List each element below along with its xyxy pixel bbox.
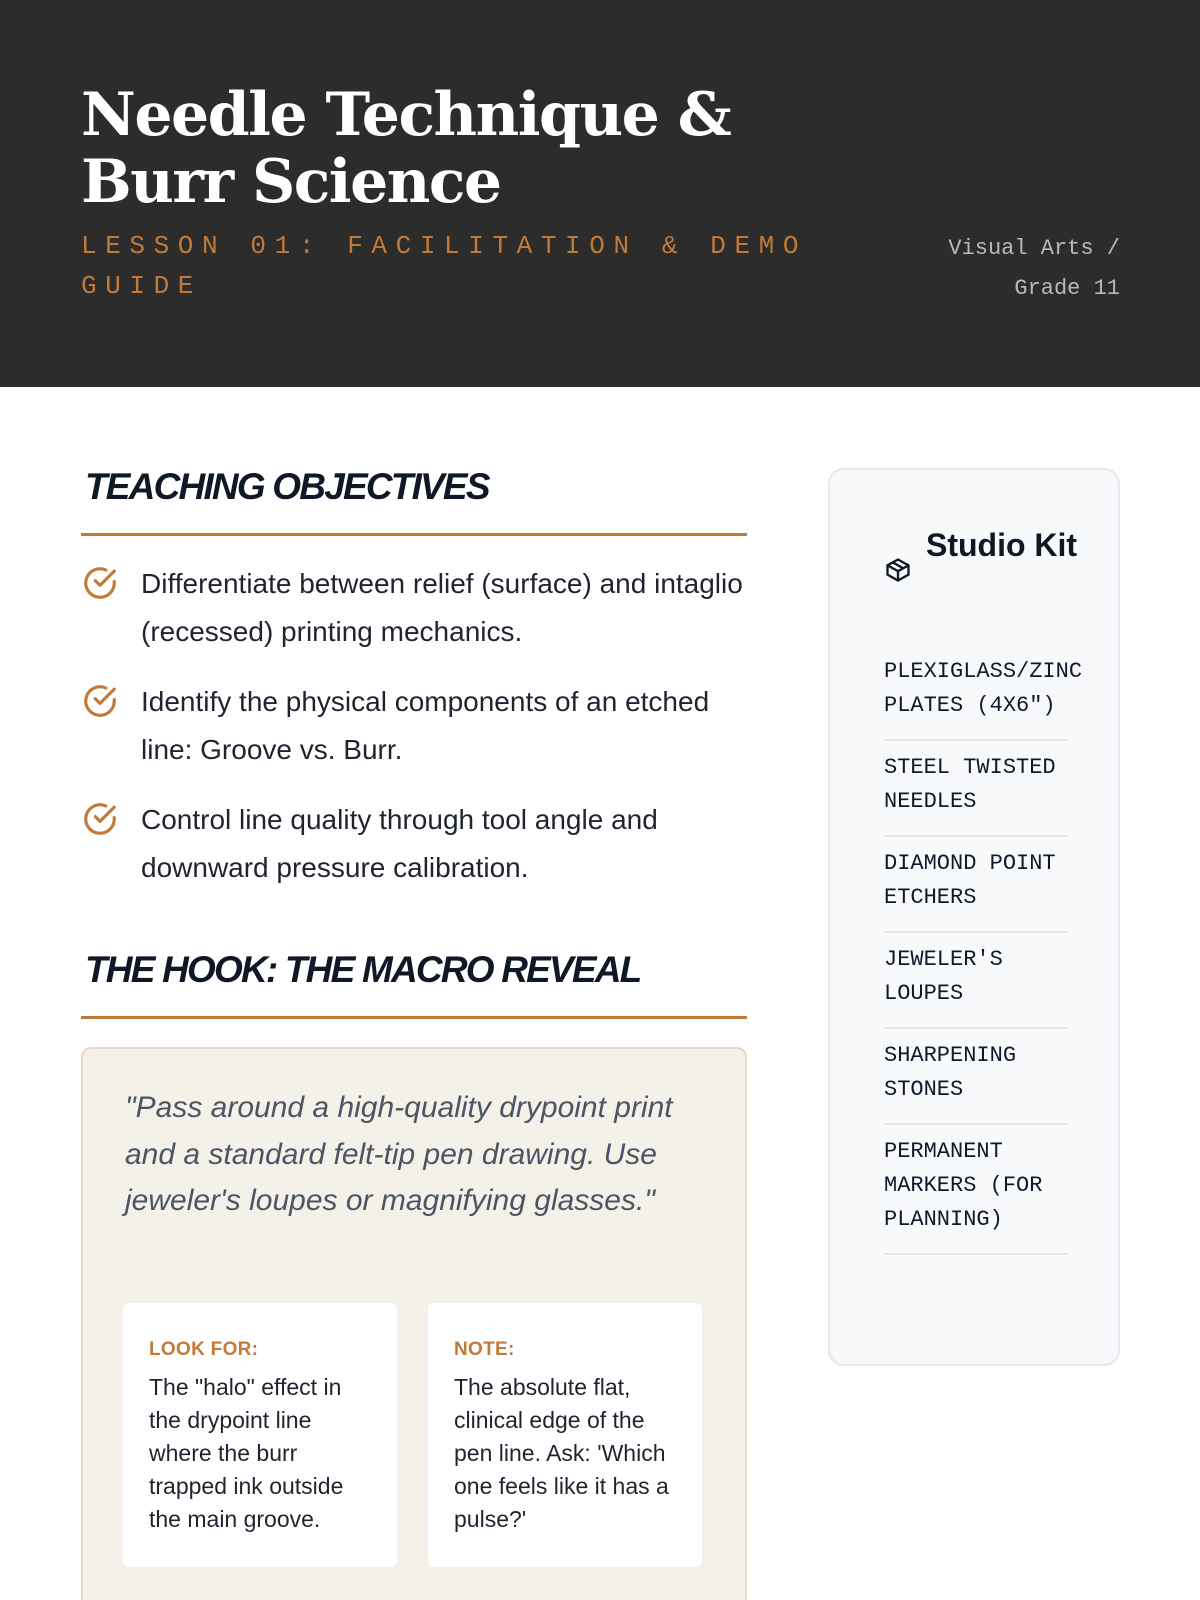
kit-item: JEWELER'S LOUPES: [884, 933, 1068, 1029]
lesson-subtitle: LESSON 01: FACILITATION & DEMO GUIDE: [81, 231, 808, 301]
objective-text: Differentiate between relief (surface) and intaglio (recessed) printing mechanics.: [141, 568, 743, 647]
objective-text: Identify the physical components of an etched line: Groove vs. Burr.: [141, 686, 710, 765]
note-label: NOTE:: [454, 1339, 515, 1360]
objectives-list: [81, 560, 751, 914]
note-text: The absolute flat, clinical edge of the pen line. Ask: 'Which one feels like it has a pulse?': [454, 1374, 669, 1532]
kit-item: STEEL TWISTED NEEDLES: [884, 741, 1068, 837]
objective-item: [81, 678, 751, 774]
look-for-text: The "halo" effect in the drypoint line where the burr trapped ink outside the main groove.: [149, 1374, 344, 1532]
studio-kit-panel: [828, 468, 1120, 1366]
look-for-label: LOOK FOR:: [149, 1339, 259, 1360]
studio-kit-title: Studio Kit: [926, 527, 1078, 563]
page-title: Needle Technique & Burr Science: [81, 80, 731, 217]
check-circle-icon: [81, 800, 119, 838]
kit-item: PLEXIGLASS/ZINC PLATES (4X6"): [884, 655, 1068, 741]
hook-heading: THE HOOK: THE MACRO REVEAL: [81, 949, 747, 1019]
objective-item: [81, 560, 751, 656]
box-icon: [884, 556, 912, 584]
objectives-heading: TEACHING OBJECTIVES: [81, 466, 747, 536]
objective-item: [81, 796, 751, 892]
look-for-card: [123, 1303, 397, 1567]
check-circle-icon: [81, 564, 119, 602]
check-circle-icon: [81, 682, 119, 720]
note-card: [428, 1303, 702, 1567]
objective-text: Control line quality through tool angle and downward pressure calibration.: [141, 804, 658, 883]
kit-item: DIAMOND POINT ETCHERS: [884, 837, 1068, 933]
hook-panel: [81, 1047, 747, 1600]
hook-quote: "Pass around a high-quality drypoint print and a standard felt-tip pen drawing. Use jeweler's loupes or magnifying glasses.": [125, 1091, 673, 1217]
kit-item: PERMANENT MARKERS (FOR PLANNING): [884, 1125, 1068, 1255]
studio-kit-list: [884, 655, 1083, 1255]
lesson-header: [0, 0, 1200, 387]
kit-item: SHARPENING STONES: [884, 1029, 1068, 1125]
course-meta: Visual Arts / Grade 11: [948, 236, 1120, 301]
